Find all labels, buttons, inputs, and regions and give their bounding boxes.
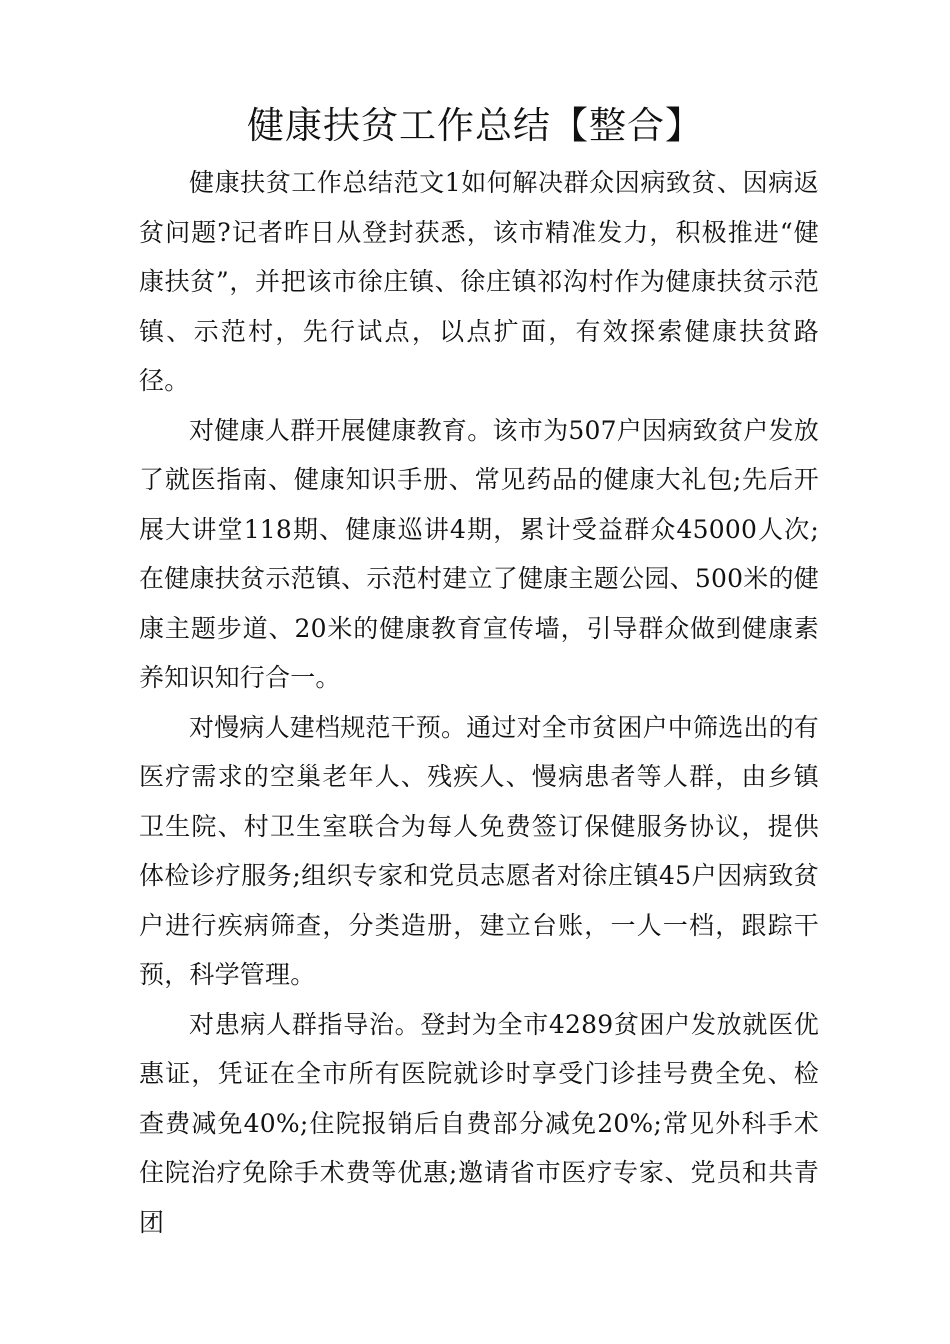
paragraph-health-education: 对健康人群开展健康教育。该市为507户因病致贫户发放了就医指南、健康知识手册、常见药品的健康大礼包;先后开展大讲堂118期、健康巡讲4期，累计受益群众45000人次;在健康扶贫示范镇、示范村建立了健康主题公园、500米的健康主题步道、20米的健康教育宣传墙，引导群众做到健康素养知识知行合一。 [139, 415, 819, 692]
document-title: 健康扶贫工作总结【整合】 [247, 104, 703, 147]
document-body [139, 158, 819, 1247]
paragraph-intro: 健康扶贫工作总结范文1如何解决群众因病致贫、因病返贫问题?记者昨日从登封获悉，该市精准发力，积极推进“健康扶贫”，并把该市徐庄镇、徐庄镇祁沟村作为健康扶贫示范镇、示范村，先行试点，以点扩面，有效探索健康扶贫路径。 [139, 168, 819, 395]
paragraph-chronic-disease: 对慢病人建档规范干预。通过对全市贫困户中筛选出的有医疗需求的空巢老年人、残疾人、慢病患者等人群，由乡镇卫生院、村卫生室联合为每人免费签订保健服务协议，提供体检诊疗服务;组织专家和党员志愿者对徐庄镇45户因病致贫户进行疾病筛查，分类造册，建立台账，一人一档，跟踪干预，科学管理。 [139, 712, 820, 989]
paragraph-treatment: 对患病人群指导治。登封为全市4289贫困户发放就医优惠证，凭证在全市所有医院就诊时享受门诊挂号费全免、检查费减免40%;住院报销后自费部分减免20%;常见外科手术住院治疗免除手术费等优惠;邀请省市医疗专家、党员和共青团 [139, 1009, 819, 1237]
